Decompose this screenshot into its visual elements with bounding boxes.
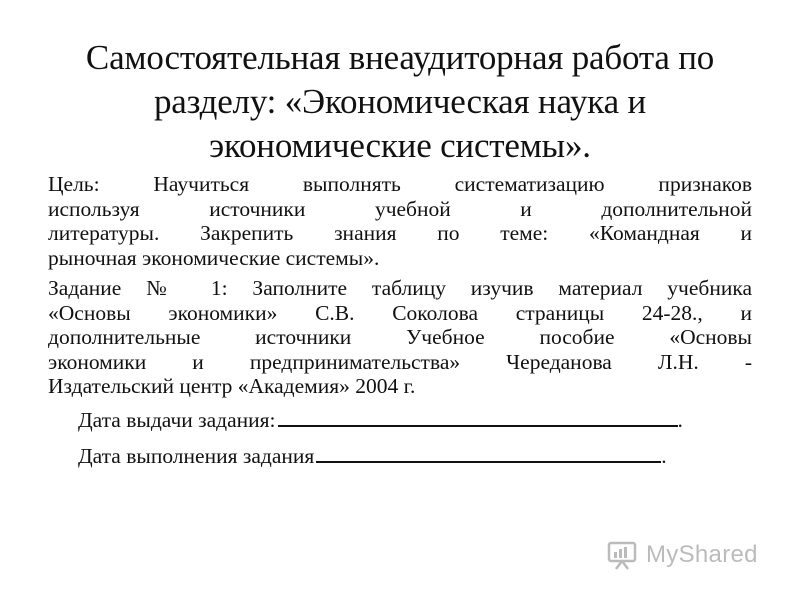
goal-line-3: литературы. Закрепить знания по теме: «Командная и [48,221,752,245]
task-line-4: экономики и предпринимательства» Череданова Л.Н. - [48,349,752,374]
watermark-text: MyShared [646,541,758,568]
title-line-2: разделу: «Экономическая наука и [153,82,646,121]
slide-title [40,36,760,168]
watermark [606,538,758,572]
myshared-logo-icon [606,538,640,572]
goal-line-1: Цель: Научиться выполнять систематизацию признаков [48,172,752,196]
task-line-2: «Основы экономики» С.В. Соколова страницы 24-28., и [48,300,752,325]
issue-date-end: . [677,407,683,432]
slide-body [48,172,752,471]
goal-line-2: используя источники учебной и дополнительной [48,196,752,221]
issue-date-line [78,405,752,435]
issue-date-blank[interactable] [278,405,678,427]
done-date-label: Дата выполнения задания [78,443,315,468]
title-line-1: Самостоятельная внеаудиторная работа по [85,38,715,77]
done-date-blank[interactable] [316,441,661,463]
task-paragraph [48,276,752,399]
task-line-1: Задание № 1: Заполните таблицу изучив материал учебника [48,276,752,300]
done-date-end: . [661,443,667,468]
task-line-3: дополнительные источники Учебное пособие «Основы [48,325,752,349]
done-date-line [78,441,752,471]
goal-line-4: рыночная экономические системы». [48,245,380,270]
task-line-5: Издательский центр «Академия» 2004 г. [48,374,416,398]
title-line-3: экономические системы». [209,126,591,165]
goal-paragraph [48,172,752,270]
issue-date-label: Дата выдачи задания: [78,407,276,432]
